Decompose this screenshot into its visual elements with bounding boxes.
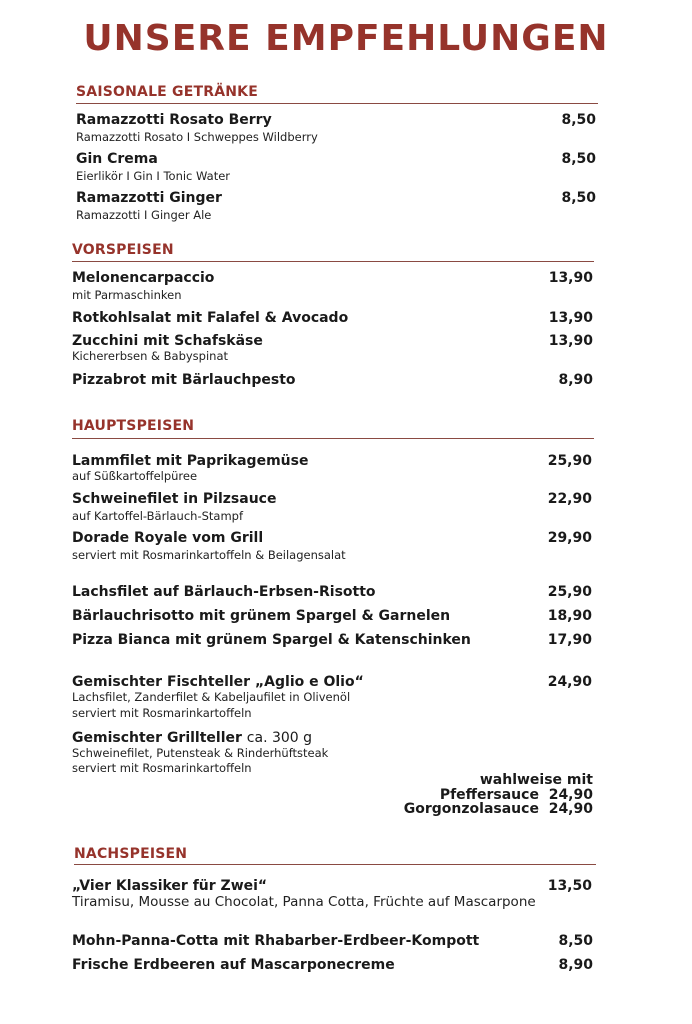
item-name xyxy=(72,730,312,746)
item-name: „Vier Klassiker für Zwei“ xyxy=(72,878,268,894)
item-description: auf Kartoffel-Bärlauch-Stampf xyxy=(72,509,243,523)
section-heading-nachspeisen: NACHSPEISEN xyxy=(74,846,188,862)
item-description: Lachsfilet, Zanderfilet & Kabeljaufilet in Olivenöl xyxy=(72,690,351,704)
item-price: 25,90 xyxy=(547,584,592,600)
item-description: Kichererbsen & Babyspinat xyxy=(72,349,229,363)
item-price: 25,90 xyxy=(547,453,592,469)
item-name: Mohn-Panna-Cotta mit Rhabarber-Erdbeer-Kompott xyxy=(72,933,480,949)
item-price: 8,90 xyxy=(558,372,593,388)
item-description: Ramazzotti Rosato I Schweppes Wildberry xyxy=(76,130,318,144)
section-divider xyxy=(72,261,594,262)
sauce-options-label: wahlweise mit xyxy=(479,772,593,788)
item-description: serviert mit Rosmarinkartoffeln xyxy=(72,761,252,775)
item-name: Rotkohlsalat mit Falafel & Avocado xyxy=(72,310,349,326)
item-description: serviert mit Rosmarinkartoffeln & Beilagensalat xyxy=(72,548,346,562)
item-name: Gin Crema xyxy=(76,151,158,167)
item-price: 17,90 xyxy=(547,632,592,648)
sauce-option xyxy=(404,801,593,817)
section-divider xyxy=(72,438,594,439)
item-price: 13,50 xyxy=(547,878,592,894)
page-title: UNSERE EMPFEHLUNGEN xyxy=(83,18,609,59)
item-name: Zucchini mit Schafskäse xyxy=(72,333,263,349)
item-price: 24,90 xyxy=(547,674,592,690)
item-name: Ramazzotti Rosato Berry xyxy=(76,112,272,128)
item-name: Ramazzotti Ginger xyxy=(76,190,222,206)
item-price: 29,90 xyxy=(547,530,592,546)
item-price: 8,90 xyxy=(558,957,593,973)
item-description: serviert mit Rosmarinkartoffeln xyxy=(72,706,252,720)
item-name: Lachsfilet auf Bärlauch-Erbsen-Risotto xyxy=(72,584,376,600)
section-heading-hauptspeisen: HAUPTSPEISEN xyxy=(72,418,195,434)
item-price: 18,90 xyxy=(547,608,592,624)
item-price: 8,50 xyxy=(558,933,593,949)
item-price: 8,50 xyxy=(561,190,596,206)
item-name: Gemischter Fischteller „Aglio e Olio“ xyxy=(72,674,364,690)
sauce-name: Gorgonzolasauce xyxy=(403,801,539,817)
item-name: Dorade Royale vom Grill xyxy=(72,530,264,546)
item-name: Schweinefilet in Pilzsauce xyxy=(72,491,277,507)
item-name: Pizza Bianca mit grünem Spargel & Katenschinken xyxy=(72,632,471,648)
item-price: 13,90 xyxy=(548,270,593,286)
section-divider xyxy=(74,864,596,865)
item-description: Eierlikör I Gin I Tonic Water xyxy=(76,169,231,183)
item-description: auf Süßkartoffelpüree xyxy=(72,469,198,483)
item-name: Lammfilet mit Paprikagemüse xyxy=(72,453,309,469)
sauce-price: 24,90 xyxy=(548,801,593,817)
item-name-text: Gemischter Grillteller xyxy=(72,730,242,746)
item-price: 22,90 xyxy=(547,491,592,507)
section-heading-vorspeisen: VORSPEISEN xyxy=(72,242,174,258)
item-name: Bärlauchrisotto mit grünem Spargel & Garnelen xyxy=(72,608,451,624)
sauce-name: Pfeffersauce xyxy=(439,787,539,803)
item-description: Tiramisu, Mousse au Chocolat, Panna Cotta, Früchte auf Mascarpone xyxy=(72,894,536,910)
item-name: Pizzabrot mit Bärlauchpesto xyxy=(72,372,296,388)
item-description: Schweinefilet, Putensteak & Rinderhüftsteak xyxy=(72,746,329,760)
item-price: 8,50 xyxy=(561,112,596,128)
item-name: Frische Erdbeeren auf Mascarponecreme xyxy=(72,957,395,973)
section-heading-getraenke: SAISONALE GETRÄNKE xyxy=(76,84,258,100)
item-description: mit Parmaschinken xyxy=(72,288,182,302)
item-price: 8,50 xyxy=(561,151,596,167)
item-description: Ramazzotti I Ginger Ale xyxy=(76,208,212,222)
item-weight: ca. 300 g xyxy=(246,730,313,746)
section-divider xyxy=(76,103,598,104)
item-price: 13,90 xyxy=(548,333,593,349)
item-name: Melonencarpaccio xyxy=(72,270,215,286)
sauce-price: 24,90 xyxy=(548,787,593,803)
item-price: 13,90 xyxy=(548,310,593,326)
